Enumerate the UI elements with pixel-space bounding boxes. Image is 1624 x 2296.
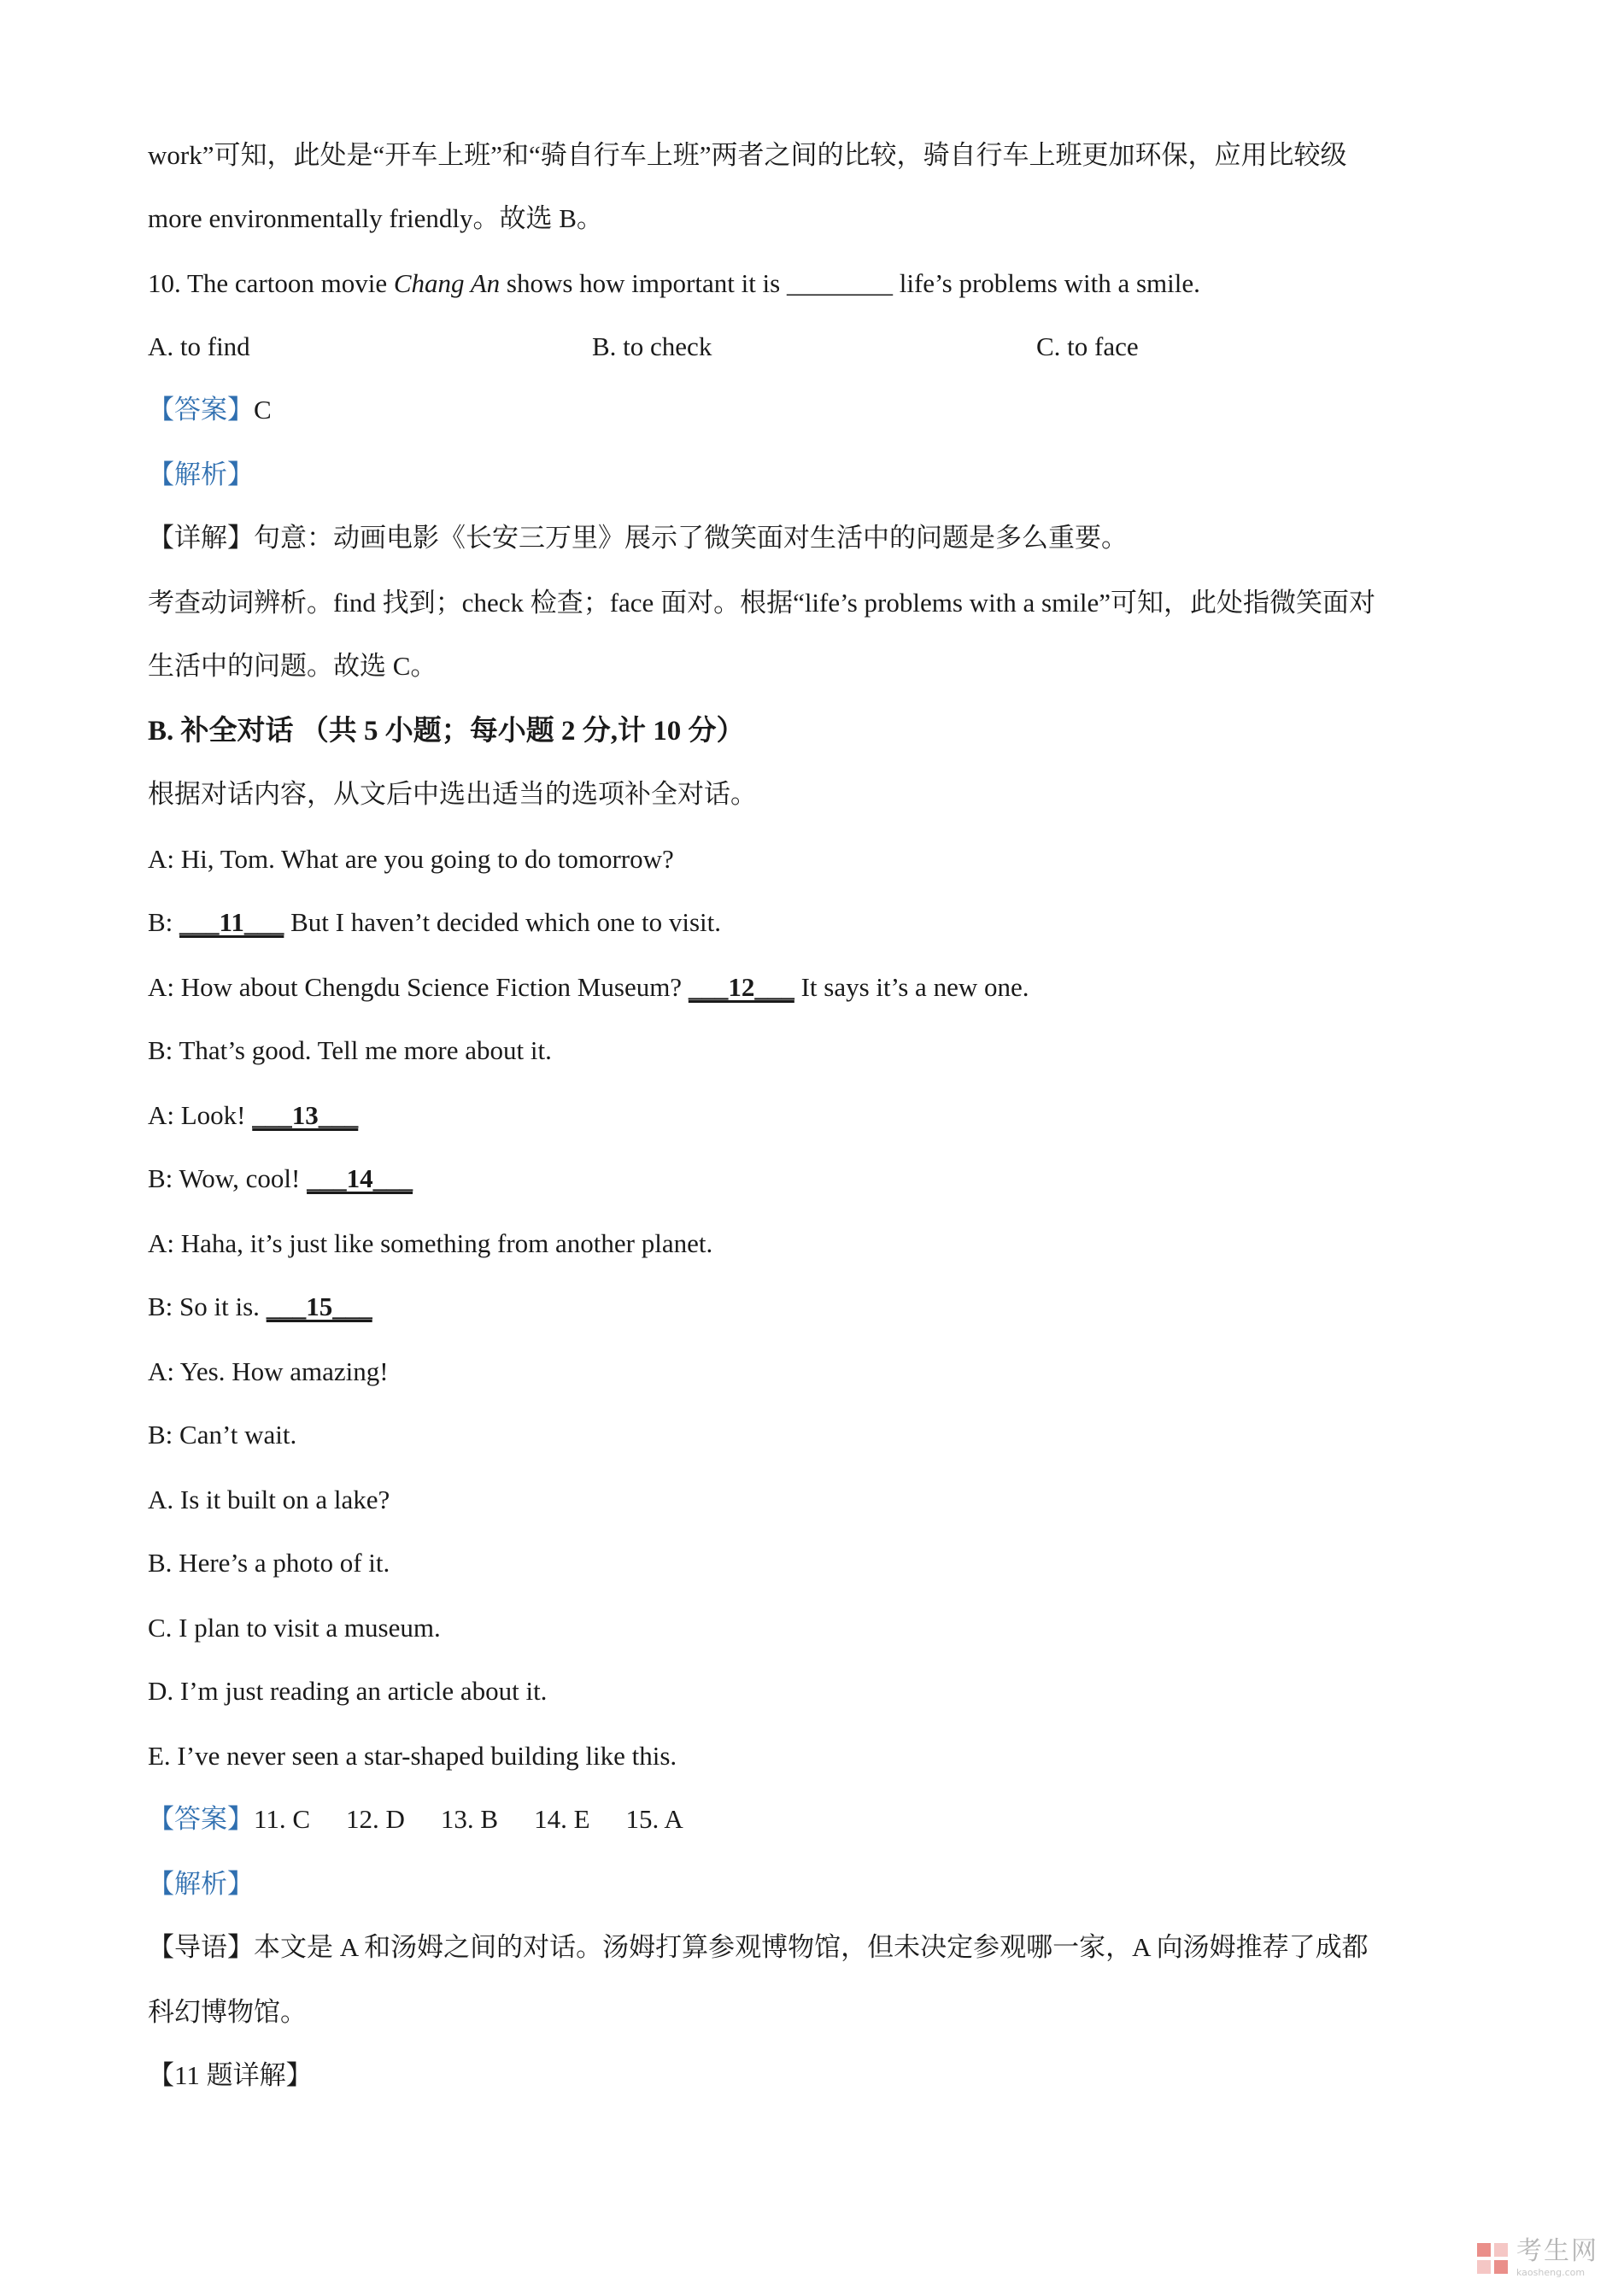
question-10 [148,266,1498,301]
lead-in [148,1930,1498,1965]
answer-value: C [254,395,272,425]
dialogue-line [148,1162,1498,1196]
dialogue-line: A: Hi, Tom. What are you going to do tomorrow? [148,844,674,874]
dialogue-text: It says it’s a new one. [794,972,1029,1002]
detail-tag: 【详解】 [148,523,254,553]
option-c: C. to face [1036,331,1139,361]
answer-13: 13. B [440,1804,499,1834]
analysis-tag: 【解析】 [148,1869,254,1899]
dialogue-text: B: Wow, cool! [148,1163,308,1193]
dialogue-line [148,905,1498,940]
choice-c: C. I plan to visit a museum. [148,1613,441,1643]
text-line: work”可知，此处是“开车上班”和“骑自行车上班”两者之间的比较，骑自行车上班更加环保，应用比较级 [148,140,1347,170]
kaosheng-logo-icon [1475,2241,1510,2276]
dialogue-line: A: Yes. How amazing! [148,1356,389,1386]
text-line: 生活中的问题。故选 C。 [148,651,437,681]
blank-11: ___11___ [179,907,284,937]
text-line: more environmentally friendly。故选 B。 [148,203,603,233]
choice-a: A. Is it built on a lake? [148,1485,390,1514]
dialogue-line [148,970,1498,1004]
section-b-heading: B. 补全对话 （共 5 小题；每小题 2 分,计 10 分） [148,716,745,747]
lead-in-tag: 【导语】 [148,1932,254,1962]
answer-tag: 【答案】 [148,395,254,425]
answers-11-15 [148,1802,1498,1836]
dialogue-line [148,1098,1498,1133]
text-line: 考查动词辨析。find 找到；check 检查；face 面对。根据“life’s problems with a smile”可知，此处指微笑面对 [148,588,1375,618]
dialogue-text: But I haven’t decided which one to visit. [284,907,722,937]
dialogue-line: B: Can’t wait. [148,1420,297,1450]
answer-12: 12. D [346,1804,405,1834]
dialogue-line: A: Haha, it’s just like something from another planet. [148,1228,713,1258]
answer-11: 11. C [254,1804,311,1834]
text-line: 科幻博物馆。 [148,1997,307,2027]
dialogue-text: A: How about Chengdu Science Fiction Museum? [148,972,689,1002]
blank-12: ___12___ [688,972,794,1002]
lead-in-text: 本文是 A 和汤姆之间的对话。汤姆打算参观博物馆，但未决定参观哪一家，A 向汤姆推荐了成都 [254,1932,1369,1962]
dialogue-line: B: That’s good. Tell me more about it. [148,1035,552,1065]
blank-13: ___13___ [252,1100,359,1130]
answer-15: 15. A [625,1804,683,1834]
option-a: A. to find [148,331,250,361]
blank-14: ___14___ [307,1163,413,1193]
answer-10 [148,393,1498,427]
speaker: B: [148,907,180,937]
blank-15: ___15___ [266,1292,372,1321]
choice-e: E. I’ve never seen a star-shaped building like this. [148,1741,677,1771]
watermark-cn: 考生网 [1516,2236,1598,2266]
watermark [1475,2236,1598,2278]
detail-explanation [148,521,1498,555]
movie-title: Chang An [393,268,501,298]
answer-14: 14. E [534,1804,590,1834]
question-11-detail: 【11 题详解】 [148,2060,313,2090]
choice-b: B. Here’s a photo of it. [148,1548,390,1578]
option-b: B. to check [592,331,712,361]
analysis-tag: 【解析】 [148,460,254,489]
detail-text: 句意：动画电影《长安三万里》展示了微笑面对生活中的问题是多么重要。 [254,523,1128,553]
dialogue-line [148,1290,1498,1324]
question-10-suffix: shows how important it is ________ life’s problems with a smile. [500,268,1200,298]
answer-tag: 【答案】 [148,1804,254,1834]
dialogue-text: A: Look! [148,1100,253,1130]
watermark-en: kaosheng.com [1516,2267,1586,2278]
section-instruction: 根据对话内容，从文后中选出适当的选项补全对话。 [148,779,757,809]
choice-d: D. I’m just reading an article about it. [148,1676,548,1706]
question-10-prefix: 10. The cartoon movie [148,268,394,298]
dialogue-text: B: So it is. [148,1292,267,1321]
